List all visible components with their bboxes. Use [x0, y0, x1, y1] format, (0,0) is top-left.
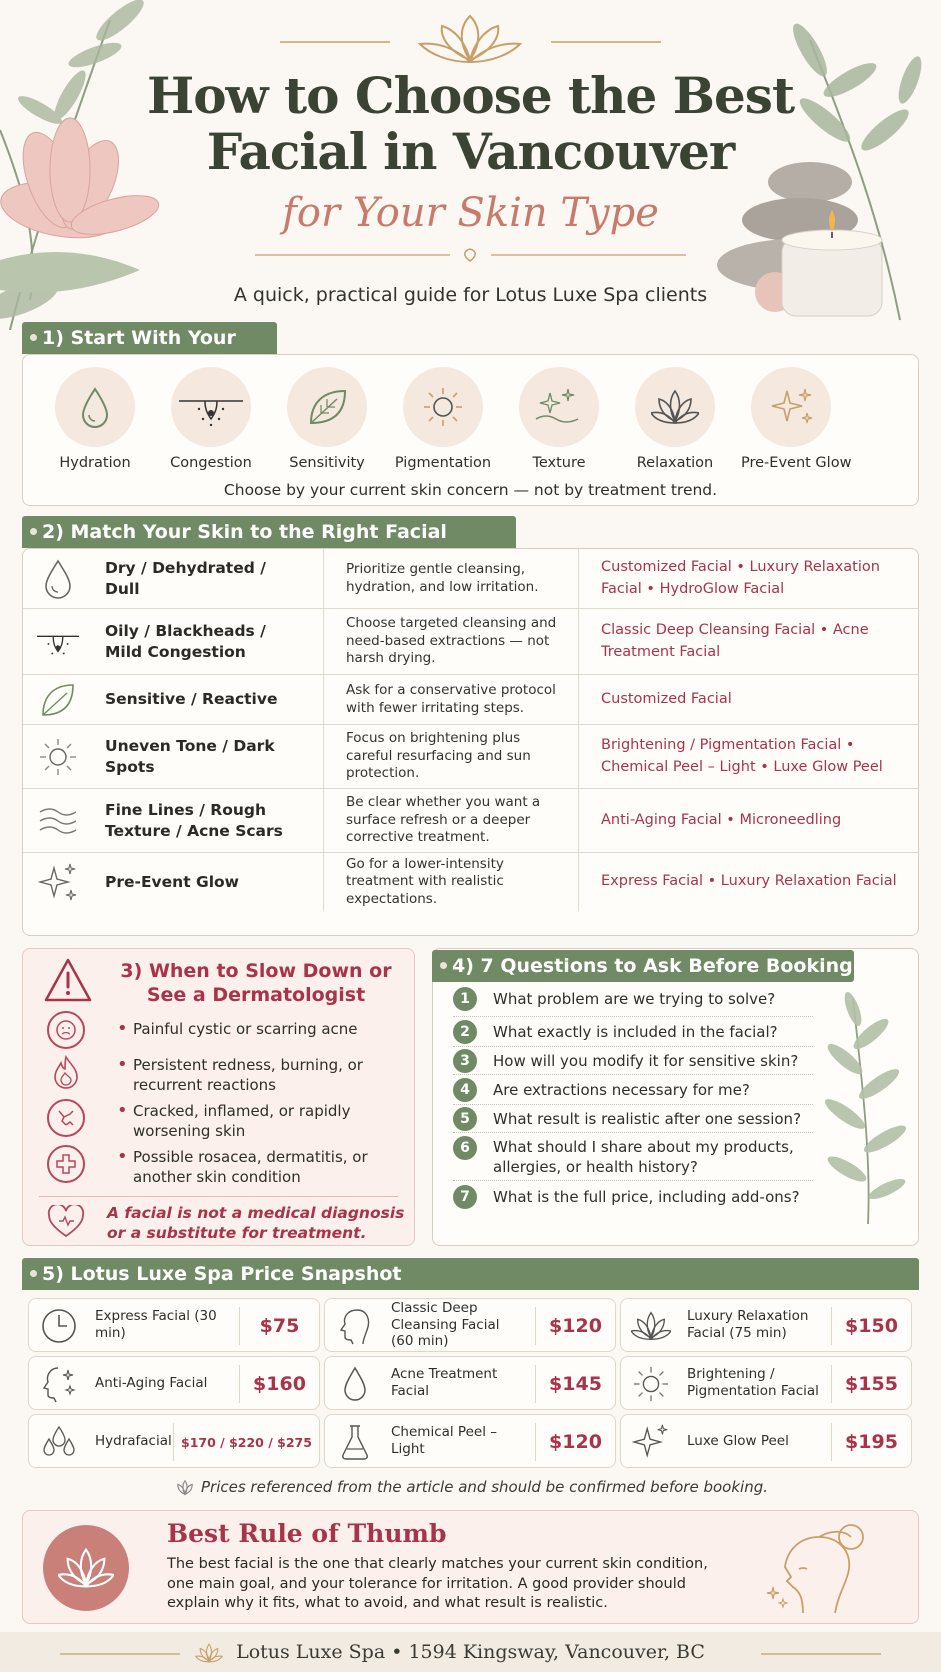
price-value: $120 — [535, 1423, 615, 1461]
price-value: $170 / $220 / $275 — [173, 1423, 319, 1461]
price-name: Chemical Peel – Light — [391, 1424, 497, 1457]
list-item — [453, 1017, 813, 1047]
sparkles-icon — [37, 853, 79, 911]
skin-advice: Choose targeted cleansing and need-based extractions — not harsh drying. — [323, 609, 563, 674]
price-card — [28, 1356, 320, 1410]
warning-text: • Persistent redness, burning, or recurrent reactions — [133, 1055, 403, 1096]
sparkles-icon — [751, 367, 831, 447]
goals-panel — [22, 354, 919, 506]
price-value: $120 — [535, 1307, 615, 1345]
section-3-heading: 3) When to Slow Down or See a Dermatologist — [120, 960, 392, 1006]
warning-text: • Painful cystic or scarring acne — [133, 1019, 403, 1039]
list-item — [453, 1047, 813, 1075]
goals-note: Choose by your current skin concern — not by treatment trend. — [223, 481, 718, 499]
price-name: Anti-Aging Facial — [95, 1374, 208, 1391]
flame-icon — [47, 1053, 85, 1091]
booking-questions-panel — [432, 948, 919, 1246]
skin-type: Sensitive / Reactive — [105, 690, 278, 709]
price-card — [620, 1298, 912, 1352]
crack-icon — [47, 1099, 85, 1137]
recommended-facials: Express Facial • Luxury Relaxation Facial — [578, 853, 918, 911]
price-name: Hydrafacial — [95, 1432, 172, 1449]
drop-icon — [37, 549, 79, 608]
question-number: 4 — [453, 1078, 477, 1102]
lotus-badge-icon — [43, 1525, 129, 1611]
lotus-icon — [173, 1479, 197, 1497]
sparkles-icon — [631, 1422, 671, 1462]
header — [0, 0, 941, 330]
wave-icon — [37, 789, 79, 852]
list-item — [453, 1133, 813, 1181]
rule-title: Best Rule of Thumb — [167, 1519, 447, 1548]
section-5-heading: 5) Lotus Luxe Spa Price Snapshot — [22, 1258, 919, 1290]
section-2-heading: 2) Match Your Skin to the Right Facial — [22, 516, 516, 548]
water-drop-icon — [55, 367, 135, 447]
goal-texture — [509, 367, 609, 471]
skin-advice: Focus on brightening plus careful resurfacing and sun protection. — [323, 725, 563, 788]
list-item — [453, 1075, 813, 1105]
page-subtitle: A quick, practical guide for Lotus Luxe Spa clients — [233, 284, 708, 306]
table-row — [23, 549, 918, 609]
price-card — [620, 1414, 912, 1468]
woman-profile-decoration-icon — [763, 1517, 903, 1617]
goal-label: Congestion — [170, 455, 252, 471]
title-lotus-ornament-icon — [280, 12, 661, 72]
leaf-icon — [37, 675, 79, 724]
price-value: $195 — [831, 1423, 911, 1461]
price-card — [324, 1414, 616, 1468]
table-row — [23, 725, 918, 789]
goal-pigmentation — [393, 367, 493, 471]
skin-type: Oily / Blackheads / Mild Congestion — [105, 621, 266, 661]
goal-hydration — [45, 367, 145, 471]
warning-text: • Possible rosacea, dermatitis, or another skin condition — [133, 1147, 403, 1188]
footer — [0, 1632, 941, 1672]
goal-sensitivity — [277, 367, 377, 471]
price-name: Luxury Relaxation Facial (75 min) — [687, 1308, 809, 1341]
question-number: 1 — [453, 987, 477, 1011]
leaf-branch-decoration-icon — [823, 989, 913, 1229]
divider — [39, 1196, 398, 1197]
goal-label: Pre-Event Glow — [741, 455, 852, 471]
warning-text: • Cracked, inflamed, or rapidly worsening skin — [133, 1101, 403, 1142]
skin-type: Uneven Tone / Dark Spots — [105, 736, 275, 776]
lotus-icon — [635, 367, 715, 447]
warning-footer: A facial is not a medical diagnosis or a substitute for treatment. — [107, 1204, 405, 1243]
goal-label: Hydration — [59, 455, 131, 471]
recommended-facials: Brightening / Pigmentation Facial • Chemical Peel – Light • Luxe Glow Peel — [578, 725, 918, 788]
table-row — [23, 853, 918, 911]
price-snapshot-panel — [22, 1292, 919, 1472]
recommended-facials: Classic Deep Cleansing Facial • Acne Treatment Facial — [578, 609, 918, 674]
sun-icon — [37, 725, 79, 788]
goal-label: Pigmentation — [394, 455, 492, 471]
skin-match-table — [22, 548, 919, 936]
medical-cross-icon — [47, 1145, 85, 1183]
goal-label: Sensitivity — [289, 455, 365, 471]
question-text: What is the full price, including add-ons? — [493, 1188, 800, 1206]
page-title-line-3: for Your Skin Type — [282, 190, 659, 236]
question-number: 3 — [453, 1049, 477, 1073]
face-sparkle-icon — [39, 1364, 79, 1404]
sun-icon — [403, 367, 483, 447]
skin-type: Pre-Event Glow — [105, 872, 239, 891]
pore-icon — [171, 367, 251, 447]
question-number: 6 — [453, 1136, 477, 1160]
list-item — [453, 987, 813, 1017]
price-name: Express Facial (30 min) — [95, 1308, 217, 1341]
recommended-facials: Anti-Aging Facial • Microneedling — [578, 789, 918, 852]
skin-type: Fine Lines / Rough Texture / Acne Scars — [105, 800, 283, 840]
goal-label: Relaxation — [636, 455, 714, 471]
skin-advice: Ask for a conservative protocol with fewer irritating steps. — [323, 675, 563, 724]
skin-advice: Go for a lower-intensity treatment with realistic expectations. — [323, 853, 563, 911]
price-card — [324, 1356, 616, 1410]
recommended-facials: Customized Facial — [578, 675, 918, 724]
price-card — [28, 1414, 320, 1468]
table-row — [23, 609, 918, 675]
rule-of-thumb-panel — [22, 1510, 919, 1624]
skin-advice: Prioritize gentle cleansing, hydration, and low irritation. — [323, 549, 563, 608]
price-card — [620, 1356, 912, 1410]
question-text: What problem are we trying to solve? — [493, 990, 776, 1008]
goal-relaxation — [625, 367, 725, 471]
list-item — [453, 1105, 813, 1133]
question-number: 5 — [453, 1107, 477, 1131]
sun-icon — [631, 1364, 671, 1404]
question-text: How will you modify it for sensitive skin? — [493, 1052, 799, 1070]
face-icon — [47, 1011, 85, 1049]
rule-text: The best facial is the one that clearly matches your current skin condition, one main goal, and your tolerance for irritation. A good provider should explain why it fits, what to avoid, and what result is realistic. — [167, 1556, 708, 1612]
price-name: Luxe Glow Peel — [687, 1432, 789, 1449]
price-value: $150 — [831, 1307, 911, 1345]
price-name: Acne Treatment Facial — [391, 1366, 498, 1399]
question-number: 7 — [453, 1185, 477, 1209]
price-value: $75 — [239, 1307, 319, 1345]
goal-pre-event-glow — [741, 367, 852, 471]
section-4-heading: 4) 7 Questions to Ask Before Booking — [432, 950, 854, 982]
question-text: What result is realistic after one session? — [493, 1110, 802, 1128]
price-value: $145 — [535, 1365, 615, 1403]
flask-icon — [335, 1422, 375, 1462]
price-value: $160 — [239, 1365, 319, 1403]
footer-address: Lotus Luxe Spa • 1594 Kingsway, Vancouver, BC — [236, 1641, 705, 1663]
clock-icon — [39, 1306, 79, 1346]
price-value: $155 — [831, 1365, 911, 1403]
recommended-facials: Customized Facial • Luxury Relaxation Facial • HydroGlow Facial — [578, 549, 918, 608]
question-text: What exactly is included in the facial? — [493, 1023, 778, 1041]
leaf-icon — [287, 367, 367, 447]
pore-icon — [37, 609, 79, 674]
face-profile-icon — [335, 1306, 375, 1346]
goal-congestion — [161, 367, 261, 471]
drop-icon — [335, 1364, 375, 1404]
question-text: Are extractions necessary for me? — [493, 1081, 750, 1099]
lotus-icon — [631, 1306, 671, 1346]
skin-advice: Be clear whether you want a surface refresh or a deeper corrective treatment. — [323, 789, 563, 852]
question-number: 2 — [453, 1020, 477, 1044]
page-title-line-1: How to Choose the Best — [146, 66, 795, 125]
price-note — [0, 1478, 941, 1497]
price-note-text: Prices referenced from the article and should be confirmed before booking. — [200, 1478, 768, 1496]
goal-label: Texture — [532, 455, 586, 471]
price-name: Classic Deep Cleansing Facial (60 min) — [391, 1299, 500, 1350]
drops-icon — [39, 1422, 79, 1462]
heart-icon — [47, 1205, 85, 1239]
title-divider-icon — [255, 248, 686, 262]
section-1-heading: 1) Start With Your — [22, 322, 277, 354]
warning-triangle-icon — [43, 957, 93, 1003]
table-row — [23, 675, 918, 725]
price-card — [28, 1298, 320, 1352]
list-item — [453, 1181, 813, 1211]
dermatologist-warning-panel — [22, 948, 415, 1246]
price-name: Brightening / Pigmentation Facial — [687, 1366, 819, 1399]
price-card — [324, 1298, 616, 1352]
table-row — [23, 789, 918, 853]
question-text: What should I share about my products, allergies, or health history? — [493, 1138, 794, 1177]
skin-type: Dry / Dehydrated / Dull — [105, 558, 266, 598]
page-title-line-2: Facial in Vancouver — [206, 122, 735, 181]
sparkle-wave-icon — [519, 367, 599, 447]
